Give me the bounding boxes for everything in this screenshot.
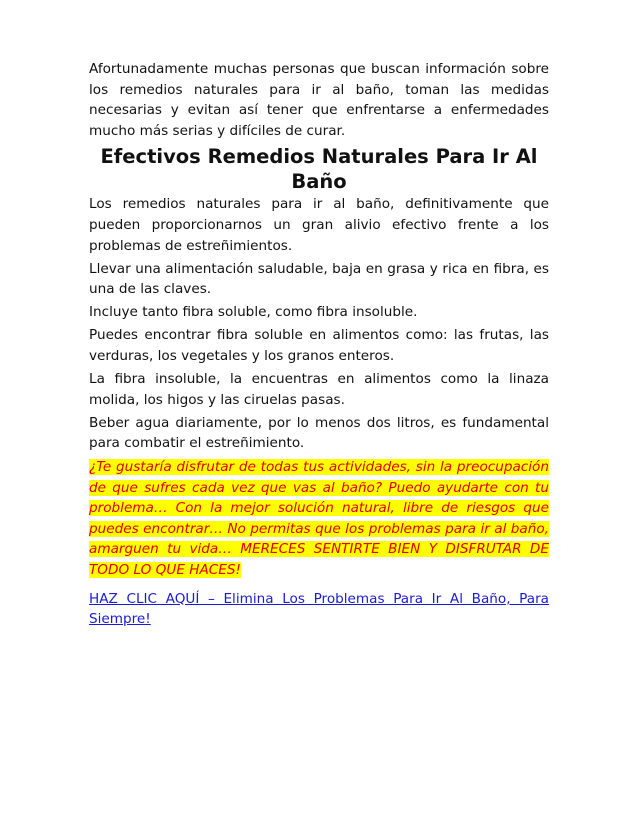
intro-paragraph: Afortunadamente muchas personas que buscan información sobre los remedios naturales para ir al baño, toman las medidas necesarias y evitan así tener que enfrentarse a enfermedades mucho más serias y difíciles de curar. <box>89 61 549 139</box>
body-paragraph-3: Incluye tanto fibra soluble, como fibra insoluble. <box>89 304 418 321</box>
promo-highlighted-text: ¿Te gustaría disfrutar de todas tus actividades, sin la preocupación de que sufres cada vez que vas al baño? Puedo ayudarte con tu problema… Con la mejor solución natural, libre de riesgos que puedes encontrar… No permitas que los problemas para ir al baño, amarguen tu vida… MERECES SENTIRTE BIEN Y DISFRUTAR DE TODO LO QUE HACES! <box>89 459 549 578</box>
document-page <box>89 59 549 630</box>
promo-paragraph <box>89 457 549 581</box>
body-paragraph-4: Puedes encontrar fibra soluble en alimentos como: las frutas, las verduras, los vegetales y los granos enteros. <box>89 327 549 365</box>
body-paragraph-6: Beber agua diariamente, por lo menos dos litros, es fundamental para combatir el estreñimiento. <box>89 414 549 452</box>
cta-paragraph <box>89 589 549 630</box>
section-heading: Efectivos Remedios Naturales Para Ir Al Baño <box>100 145 538 193</box>
body-paragraph-5: La fibra insoluble, la encuentras en alimentos como la linaza molida, los higos y las ciruelas pasas. <box>89 371 549 408</box>
body-paragraph-2: Llevar una alimentación saludable, baja en grasa y rica en fibra, es una de las claves. <box>89 260 549 298</box>
body-paragraph-1: Los remedios naturales para ir al baño, definitivamente que pueden proporcionarnos un gran alivio efectivo frente a los problemas de estreñimientos. <box>89 196 549 254</box>
cta-link[interactable]: HAZ CLIC AQUÍ – Elimina Los Problemas Para Ir Al Baño, Para Siempre! <box>89 590 549 628</box>
